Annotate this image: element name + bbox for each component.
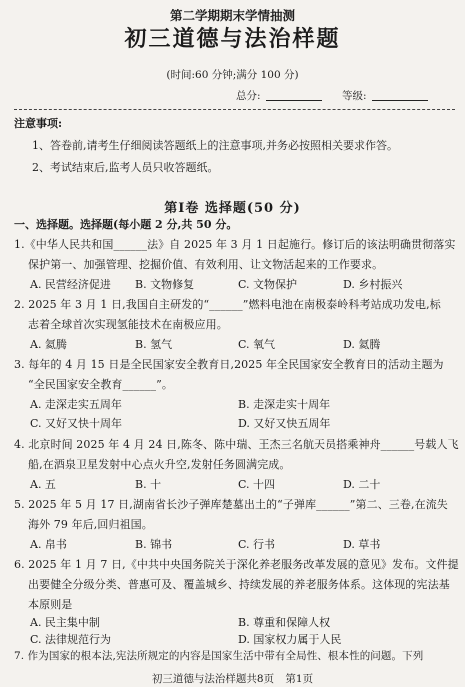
question-line: “全民国家安全教育______”。 xyxy=(28,378,173,391)
notice-heading: 注意事项: xyxy=(14,117,63,130)
question-line: 海外 79 年后,回归祖国。 xyxy=(28,518,153,531)
option-d: D. 草书 xyxy=(343,538,381,551)
footer-page: 第1页 xyxy=(285,673,314,685)
grade-label: 等级: xyxy=(342,90,367,102)
question-line: 志着全球首次实现氢能技术在南极应用。 xyxy=(28,318,228,331)
option-b: B. 尊重和保障人权 xyxy=(238,616,331,629)
option-a: A. 五 xyxy=(30,478,56,491)
exam-meta: (时间:60 分钟;满分 100 分) xyxy=(166,69,299,81)
question-line: 7. 作为国家的根本法,宪法所规定的内容是国家生活中带有全局性、根本性的问题。下列 xyxy=(14,650,424,662)
question-line: 本原则是 xyxy=(28,598,73,611)
option-d: D. 乡村振兴 xyxy=(343,278,403,291)
option-a: A. 民营经济促进 xyxy=(30,278,111,291)
question-line: 3. 每年的 4 月 15 日是全民国家安全教育日,2025 年全民国家安全教育日的活动主题为 xyxy=(14,358,444,371)
option-row xyxy=(0,536,465,550)
question-line: 4. 北京时间 2025 年 4 月 24 日,陈冬、陈中瑞、王杰三名航天员搭乘神舟______号载人飞 xyxy=(14,438,459,451)
option-b: B. 走深走实十周年 xyxy=(238,398,331,411)
section-title: 第Ⅰ卷 选择题(50 分) xyxy=(164,201,301,216)
grade-blank xyxy=(372,88,428,101)
option-d: D. 国家权力属于人民 xyxy=(238,633,342,646)
option-row xyxy=(0,276,465,290)
option-b: B. 锦书 xyxy=(135,538,173,551)
option-d: D. 二十 xyxy=(343,478,381,491)
option-c: C. 又好又快十周年 xyxy=(30,417,123,430)
section-instruction: 一、选择题。选择题(每小题 2 分,共 50 分。 xyxy=(14,218,238,231)
notice-item: 1、答卷前,请考生仔细阅读答题纸上的注意事项,并务必按照相关要求作答。 xyxy=(32,139,398,152)
footer-text: 初三道德与法治样题共8页 xyxy=(151,673,275,685)
question-line: 出要健全分级分类、普惠可及、覆盖城乡、持续发展的养老服务体系。这体现的宪法基 xyxy=(28,578,450,591)
option-c: C. 文物保护 xyxy=(238,278,298,291)
question-line: 5. 2025 年 5 月 17 日,湖南省长沙子弹库楚墓出土的“子弹库______”第二、三卷,在流失 xyxy=(14,498,448,511)
divider xyxy=(14,109,455,110)
page-footer xyxy=(0,671,465,686)
option-row xyxy=(0,336,465,350)
option-b: B. 十 xyxy=(135,478,162,491)
option-b: B. 氢气 xyxy=(135,338,173,351)
exam-title: 初三道德与法治样题 xyxy=(124,26,341,52)
option-c: C. 法律规范行为 xyxy=(30,633,112,646)
exam-subtitle: 第二学期期末学情抽测 xyxy=(169,8,295,23)
question-line: 保护第一、加强管理、挖掘价值、有效利用、让文物活起来的工作要求。 xyxy=(28,258,384,271)
option-d: D. 氦腾 xyxy=(343,338,381,351)
option-row xyxy=(0,476,465,490)
option-c: C. 十四 xyxy=(238,478,276,491)
option-a: A. 氦腾 xyxy=(30,338,67,351)
option-c: C. 氧气 xyxy=(238,338,276,351)
option-b: B. 文物修复 xyxy=(135,278,195,291)
option-d: D. 又好又快五周年 xyxy=(238,417,331,430)
total-score-label: 总分: xyxy=(236,90,261,102)
question-line: 船,在酒泉卫星发射中心点火升空,发射任务圆满完成。 xyxy=(28,458,291,471)
option-a: A. 走深走实五周年 xyxy=(30,398,122,411)
question-line: 6. 2025 年 1 月 7 日,《中共中央国务院关于深化养老服务改革发展的意见》发布。文件提 xyxy=(14,558,459,571)
question-line: 1.《中华人民共和国______法》自 2025 年 3 月 1 日起施行。修订后的该法明确贯彻落实 xyxy=(14,238,456,251)
total-score-blank xyxy=(266,88,322,101)
option-a: A. 民主集中制 xyxy=(30,616,100,629)
notice-item: 2、考试结束后,监考人员只收答题纸。 xyxy=(32,161,219,174)
option-c: C. 行书 xyxy=(238,538,276,551)
option-a: A. 帛书 xyxy=(30,538,67,551)
question-line: 2. 2025 年 3 月 1 日,我国自主研发的“______”燃料电池在南极泰岭科考站成功发电,标 xyxy=(14,298,441,311)
